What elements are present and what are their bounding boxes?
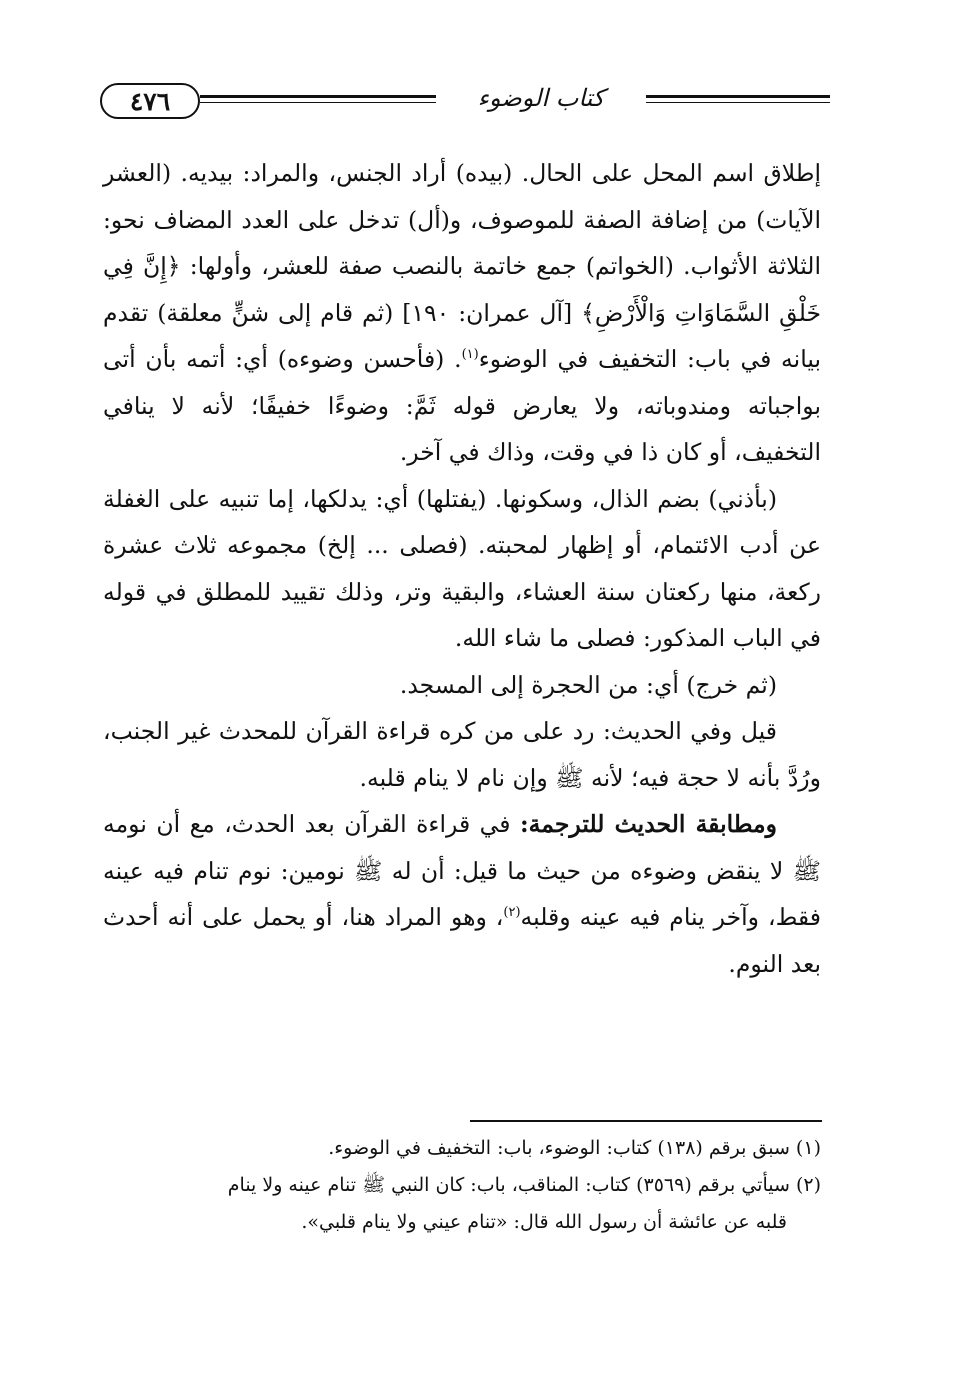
footnote-1: (١) سبق برقم (١٣٨) كتاب: الوضوء، باب: التخفيف في الوضوء. <box>328 1137 821 1159</box>
footnotes <box>103 1130 821 1241</box>
paragraph-1-text-a: إطلاق اسم المحل على الحال. (بيده) أراد الجنس، والمراد: بيديه. (العشر الآيات) من إضافة الصفة للموصوف، و(أل) تدخل على العدد المضاف نحو: الثلاثة الأثواب. (الخواتم) جمع خاتمة بالنصب صفة للعشر، وأولها: ﴿إِنَّ فِي خَلْقِ السَّمَاوَاتِ وَالْأَرْضِ﴾ [آل عمران: ١٩٠] (ثم قام إلى شنٍّ معلقة) تقدم بيانه في باب: التخفيف في الوضوء <box>103 159 822 373</box>
header-rule-left <box>645 95 830 98</box>
paragraph-4: قيل وفي الحديث: رد على من كره قراءة القرآن للمحدث غير الجنب، ورُدَّ بأنه لا حجة فيه؛ لأنه ﷺ وإن نام لا ينام قلبه. <box>103 717 821 792</box>
paragraph-5-heading: ومطابقة الحديث للترجمة: <box>520 810 777 838</box>
footnote-ref-2: (٢) <box>503 905 521 921</box>
footnote-2-continued: قلبه عن عائشة أن رسول الله قال: «تنام عيني ولا ينام قلبي». <box>301 1211 787 1233</box>
paragraph-5-text-b: ، وهو المراد هنا، أو يحمل على أنه أحدث بعد النوم. <box>103 903 821 978</box>
page-header <box>100 80 830 126</box>
header-rule-left-thin <box>645 102 830 103</box>
paragraph-5 <box>103 801 821 987</box>
running-book-title: كتاب الوضوء <box>436 84 646 112</box>
paragraph-1-text-b: . (فأحسن وضوءه) أي: أتمه بأن أتى بواجباته ومندوباته، ولا يعارض قوله ثَمَّ: وضوءًا خفيفًا؛ لأنه لا ينافي التخفيف، أو كان ذا في وقت، وذاك في آخر. <box>103 345 821 466</box>
page-number-badge: ٤٧٦ <box>100 83 200 119</box>
paragraph-2: (بأذني) بضم الذال، وسكونها. (يفتلها) أي: يدلكها، إما تنبيه على الغفلة عن أدب الائتمام، أو إظهار لمحبته. (فصلى ... إلخ) مجموعه ثلاث عشرة ركعة، منها ركعتان سنة العشاء، والبقية وتر، وذلك تقييد للمطلق في قوله في الباب المذكور: فصلى ما شاء الله. <box>103 484 821 652</box>
footnote-ref-1: (١) <box>461 347 479 363</box>
footnote-separator <box>470 1120 822 1122</box>
paragraph-5-text-a: في قراءة القرآن بعد الحدث، مع أن نومه ﷺ لا ينقض وضوءه من حيث ما قيل: أن له ﷺ نومين: نوم تنام فيه عينه فقط، وآخر ينام فيه عينه وقلبه <box>103 810 822 931</box>
paragraph-3: (ثم خرج) أي: من الحجرة إلى المسجد. <box>399 670 777 699</box>
footnote-2: (٢) سيأتي برقم (٣٥٦٩) كتاب: المناقب، باب: كان النبي ﷺ تنام عينه ولا ينام <box>227 1174 821 1196</box>
paragraph-1 <box>103 150 821 476</box>
header-rule-center-thin <box>200 102 436 103</box>
header-rule-center <box>200 95 436 98</box>
main-text <box>103 150 821 987</box>
